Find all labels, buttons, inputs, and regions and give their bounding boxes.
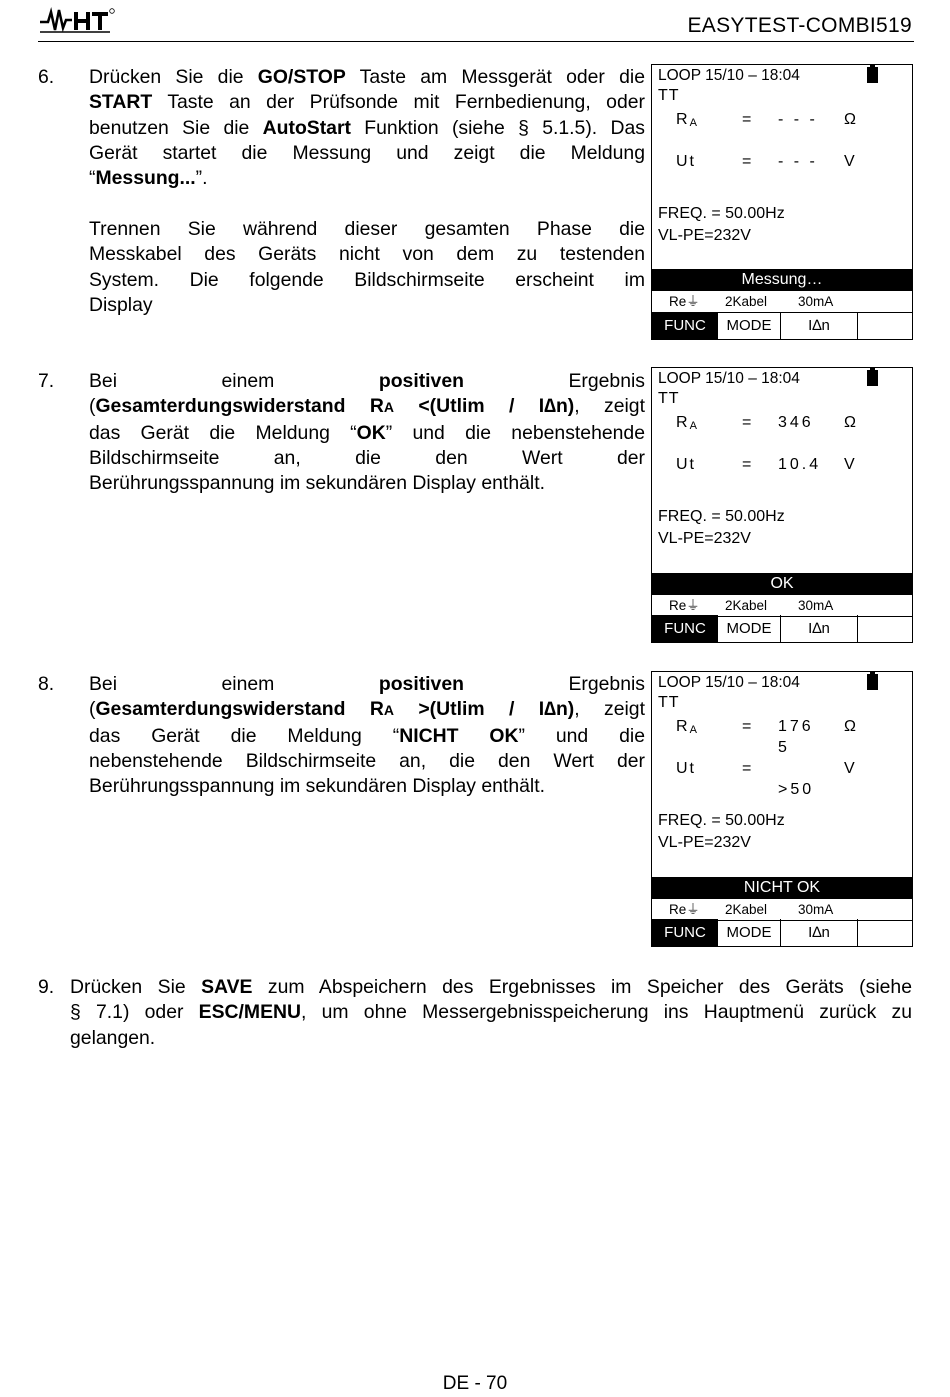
display-header: LOOP 15/10 – 18:04 — [658, 674, 800, 691]
header-rule — [38, 41, 914, 42]
step-number: 9. — [38, 976, 55, 998]
system-type: TT — [658, 87, 680, 104]
status-bar: OK — [652, 573, 912, 595]
ra-row: $R_A$ = 176 Ω — [676, 718, 856, 736]
softkey-bar — [652, 312, 912, 339]
system-type: TT — [658, 694, 680, 711]
voltage-readout: VL-PE=232V — [658, 227, 751, 244]
step-7-text: Bei einem positiven Ergebnis (Gesamterdungswiderstand RA <(Utlim / I∆n), zeigt das Gerät die Meldung “OK” und die nebenstehende Bildschirmseite an, die den Wert der Berührungsspannung im sekundären Display enthält. — [89, 370, 645, 495]
parameter-bar: Re⏚ 2Kabel 30mA — [652, 291, 912, 313]
frequency-readout: FREQ. = 50.00Hz — [658, 205, 785, 222]
parameter-bar: Re⏚ 2Kabel 30mA — [652, 595, 912, 617]
idn-key[interactable]: I∆n — [781, 615, 858, 642]
model-name: EASYTEST-COMBI519 — [687, 14, 912, 37]
step-number: 6. — [38, 66, 55, 88]
softkey-bar — [652, 919, 912, 946]
instrument-display-measuring — [651, 64, 913, 340]
mode-key[interactable]: MODE — [718, 312, 781, 339]
idn-key[interactable]: I∆n — [781, 312, 858, 339]
step-8-text: Bei einem positiven Ergebnis (Gesamterdungswiderstand RA >(Utlim / I∆n), zeigt das Gerät die Meldung “NICHT OK” und die nebenstehende Bildschirmseite an, die den Wert der Berührungsspannung im sekundären Display enthält. — [89, 673, 645, 798]
func-key[interactable]: FUNC — [652, 312, 718, 339]
ra-row: $R_A$ = 346 Ω — [676, 414, 856, 432]
func-key[interactable]: FUNC — [652, 919, 718, 946]
ut-value: - - - — [778, 153, 818, 170]
instrument-display-ok — [651, 367, 913, 643]
ut-row: Ut = V — [676, 760, 855, 777]
ra-value: - - - — [778, 111, 818, 128]
voltage-readout: VL-PE=232V — [658, 834, 751, 851]
frequency-readout: FREQ. = 50.00Hz — [658, 508, 785, 525]
ra-value: 176 — [778, 718, 814, 735]
ra-row-continued — [652, 739, 912, 761]
display-header: LOOP 15/10 – 18:04 — [658, 370, 800, 387]
mode-key[interactable]: MODE — [718, 615, 781, 642]
step-9-text: Drücken Sie SAVE zum Abspeichern des Ergebnisses im Speicher des Geräts (siehe § 7.1) oder ESC/MENU, um ohne Messergebnisspeicherung ins Hauptmenü zurück zu gelangen. — [70, 976, 913, 1049]
step-number: 8. — [38, 673, 55, 695]
ut-row: Ut = - - - V — [676, 153, 855, 170]
mode-key[interactable]: MODE — [718, 919, 781, 946]
status-bar: Messung… — [652, 269, 912, 291]
ra-value: 346 — [778, 414, 814, 431]
status-bar: NICHT OK — [652, 877, 912, 899]
idn-key[interactable]: I∆n — [781, 919, 858, 946]
ut-row-continued — [652, 781, 912, 803]
ht-logo — [38, 6, 130, 34]
voltage-readout: VL-PE=232V — [658, 530, 751, 547]
ra-value-overflow: 5 — [778, 739, 790, 756]
page-number: DE - 70 — [442, 1373, 508, 1394]
battery-icon — [867, 674, 878, 690]
ut-value: 10.4 — [778, 456, 822, 473]
parameter-bar: Re⏚ 2Kabel 30mA — [652, 899, 912, 921]
earth-resistance-label: Re⏚ — [669, 598, 700, 613]
system-type: TT — [658, 390, 680, 407]
earth-resistance-label: Re⏚ — [669, 294, 700, 309]
instrument-display-not-ok — [651, 671, 913, 947]
battery-icon — [867, 370, 878, 386]
ra-row: $R_A$ = - - - Ω — [676, 111, 856, 129]
display-header: LOOP 15/10 – 18:04 — [658, 67, 800, 84]
softkey-bar — [652, 615, 912, 642]
step-6-text: Drücken Sie die GO/STOP Taste am Messgerät oder die START Taste an der Prüfsonde mit Fernbedienung, oder benutzen Sie die AutoStart Funktion (siehe § 5.1.5). Das Gerät startet die Messung und zeigt die Meldung “Messung...”. — [89, 66, 645, 190]
step-6-note: Trennen Sie während dieser gesamten Phase die Messkabel des Geräts nicht von dem zu testenden System. Die folgende Bildschirmseite erscheint im Display — [89, 218, 645, 316]
func-key[interactable]: FUNC — [652, 615, 718, 642]
ut-row: Ut = 10.4 V — [676, 456, 855, 473]
ut-value: >50 — [778, 781, 815, 798]
step-number: 7. — [38, 370, 55, 392]
frequency-readout: FREQ. = 50.00Hz — [658, 812, 785, 829]
battery-icon — [867, 67, 878, 83]
earth-resistance-label: Re⏚ — [669, 902, 700, 917]
